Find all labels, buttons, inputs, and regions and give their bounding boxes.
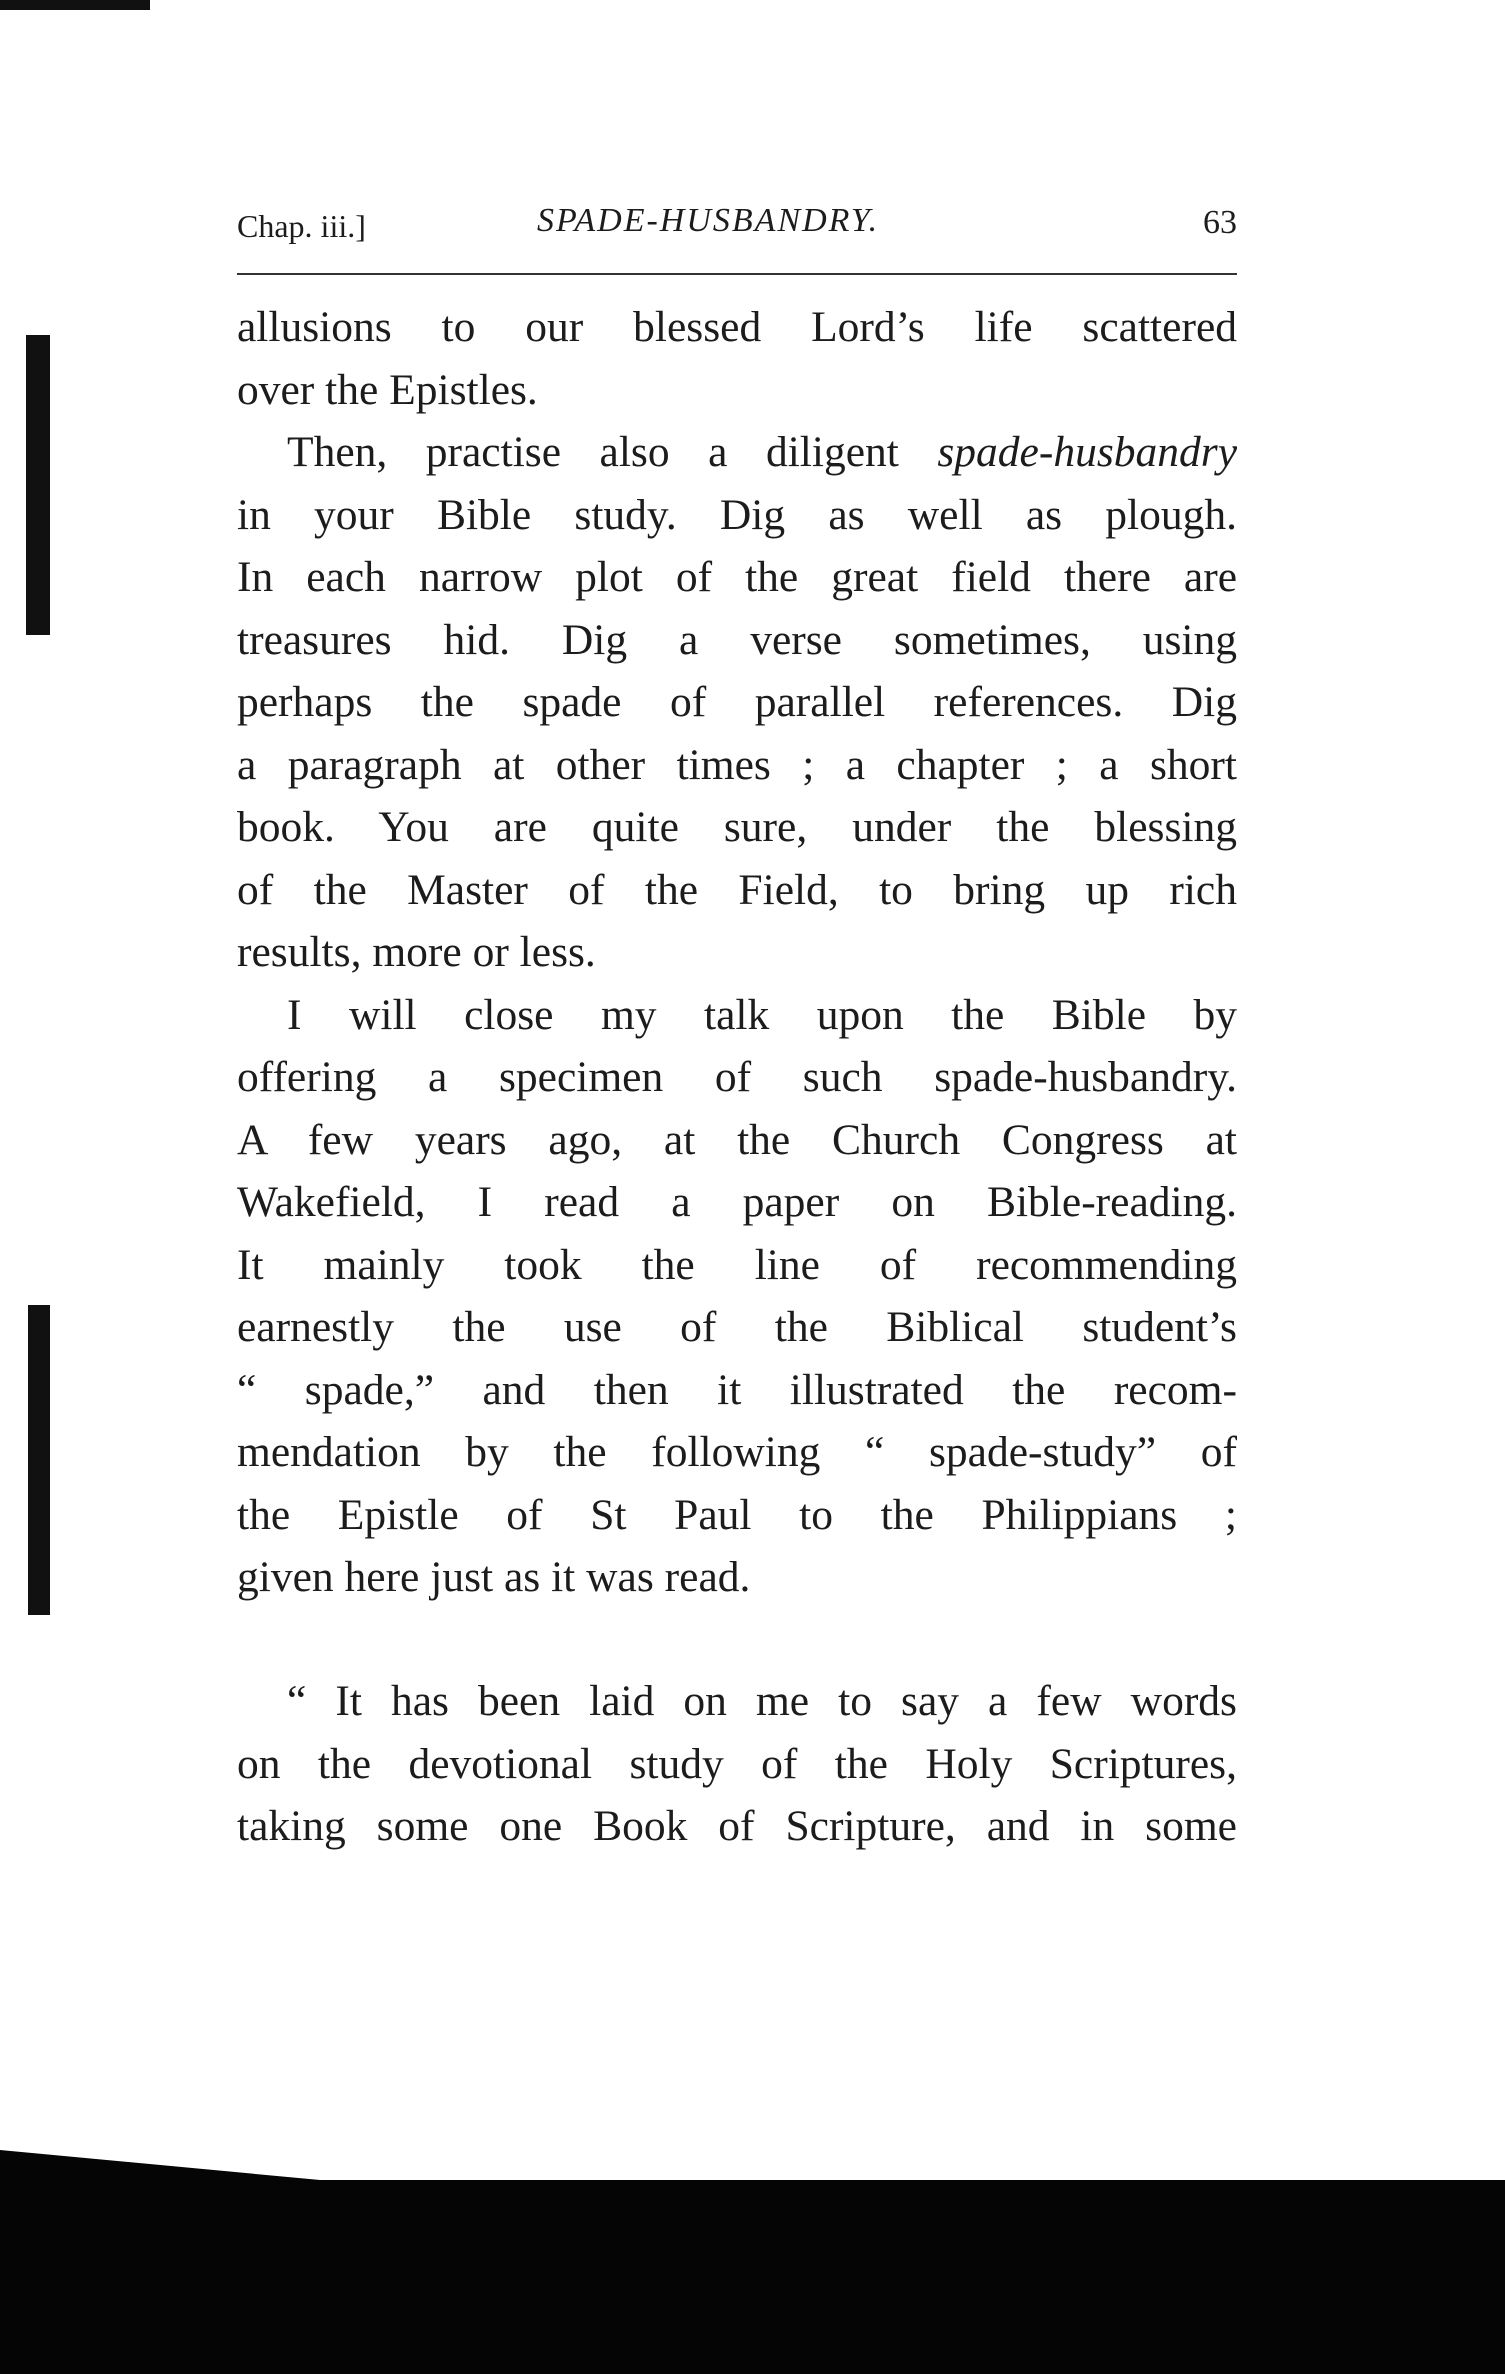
text-line: A few years ago, at the Church Congress at bbox=[237, 1115, 1237, 1164]
text-line: in your Bible study. Dig as well as plough. bbox=[237, 490, 1237, 539]
text-line: offering a specimen of such spade-husbandry. bbox=[237, 1053, 1237, 1101]
scan-edge-left-lower bbox=[28, 1305, 50, 1615]
running-head bbox=[237, 196, 1237, 246]
quoted-paper bbox=[237, 1670, 1237, 1858]
scan-edge-bottom-band bbox=[0, 2180, 1505, 2374]
text-line: over the Epistles. bbox=[237, 365, 538, 414]
text-line: of the Master of the Field, to bring up rich bbox=[237, 865, 1237, 914]
quote-line: taking some one Book of Scripture, and in some bbox=[237, 1802, 1237, 1850]
header-rule bbox=[237, 273, 1237, 275]
text-line: Then, practise also a diligent spade-husbandry bbox=[287, 428, 1237, 476]
text-line: given here just as it was read. bbox=[237, 1553, 751, 1601]
scan-edge-left-upper bbox=[26, 335, 50, 635]
scan-edge-top-left bbox=[0, 0, 150, 10]
text-line: It mainly took the line of recommending bbox=[237, 1240, 1237, 1289]
text-line: “ spade,” and then it illustrated the recom- bbox=[237, 1365, 1237, 1414]
quote-line: “ It has been laid on me to say a few words bbox=[287, 1677, 1237, 1725]
running-title: SPADE-HUSBANDRY. bbox=[537, 202, 880, 239]
text-line: the Epistle of St Paul to the Philippians ; bbox=[237, 1490, 1237, 1539]
text-line: a paragraph at other times ; a chapter ; a short bbox=[237, 740, 1237, 789]
scan-edge-bottom-wedge bbox=[0, 2150, 320, 2180]
text-line: treasures hid. Dig a verse sometimes, using bbox=[237, 615, 1237, 664]
text-line: Wakefield, I read a paper on Bible-reading. bbox=[237, 1178, 1237, 1226]
text-line: earnestly the use of the Biblical student’s bbox=[237, 1303, 1237, 1351]
text-line: perhaps the spade of parallel references. Dig bbox=[237, 678, 1237, 726]
text-line: results, more or less. bbox=[237, 928, 596, 976]
page-number: 63 bbox=[1203, 204, 1237, 241]
chapter-label: Chap. iii.] bbox=[237, 208, 366, 244]
text-line: mendation by the following “ spade-study” of bbox=[237, 1428, 1237, 1476]
text-line: I will close my talk upon the Bible by bbox=[287, 990, 1237, 1039]
body-text bbox=[237, 296, 1237, 1609]
text-line: In each narrow plot of the great field there are bbox=[237, 553, 1237, 601]
quote-line: on the devotional study of the Holy Scriptures, bbox=[237, 1739, 1237, 1788]
text-line: book. You are quite sure, under the blessing bbox=[237, 803, 1237, 851]
emphasis-spade-husbandry: spade-husbandry bbox=[937, 428, 1237, 476]
text-line: allusions to our blessed Lord’s life scattered bbox=[237, 303, 1237, 351]
